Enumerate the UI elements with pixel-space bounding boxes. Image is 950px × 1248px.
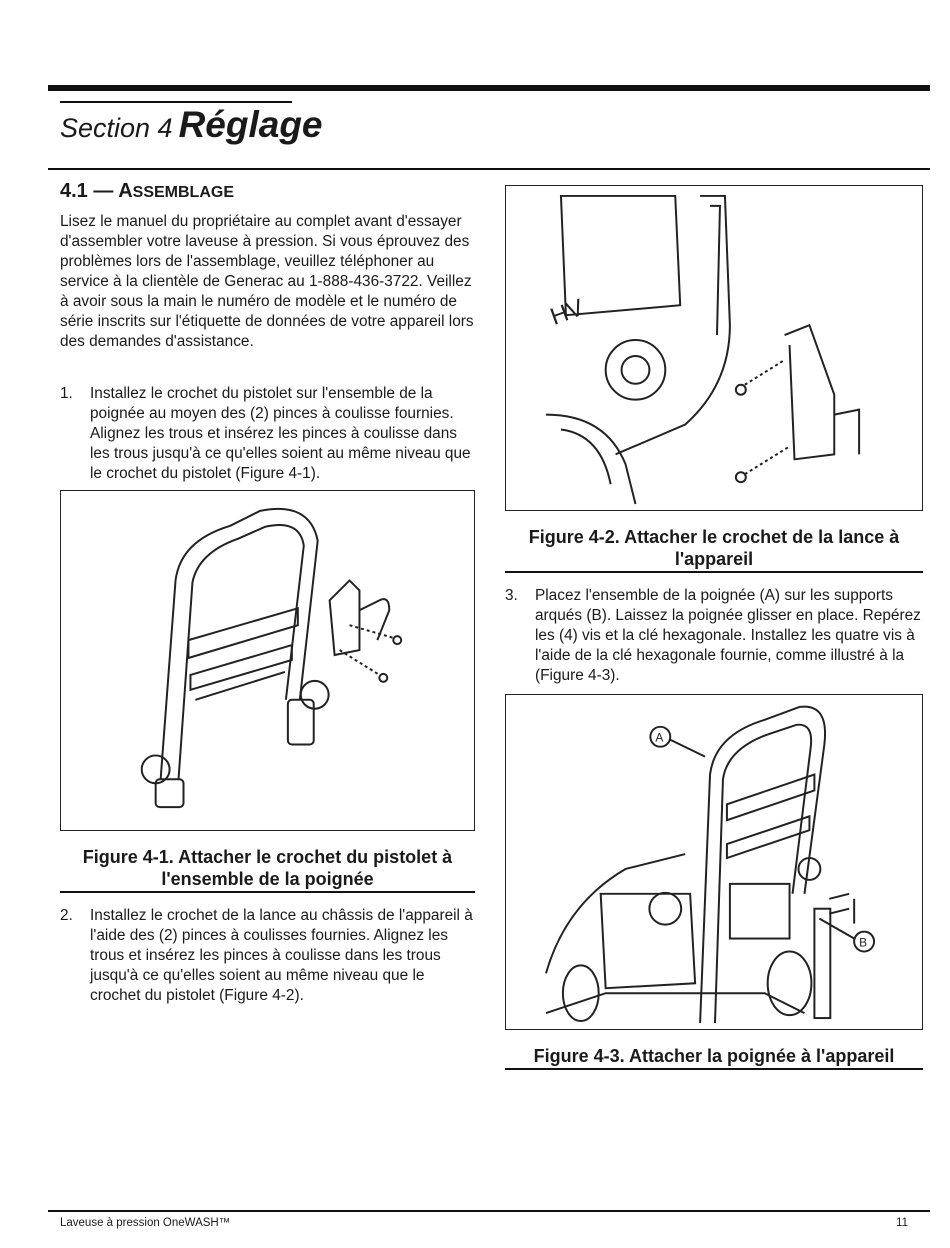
section-title	[60, 104, 323, 146]
footer-rule	[48, 1210, 930, 1212]
subsection-heading	[60, 180, 234, 203]
header-rule	[48, 168, 930, 170]
intro-paragraph: Lisez le manuel du propriétaire au complet avant d'essayer d'assembler votre laveuse à pression. Si vous éprouvez des problèmes lors de l'assemblage, veuillez téléphoner au service à la clientèle de Generac au 1-888-436-3722. Veillez à avoir sous la main le numéro de modèle et le numéro de série inscrits sur l'étiquette de données de votre appareil lors des demandes d'assistance.	[60, 213, 474, 350]
top-rule	[48, 85, 930, 91]
figure-4-1	[60, 490, 475, 831]
footer-product: Laveuse à pression OneWASH™	[60, 1217, 231, 1229]
step-number: 3.	[505, 587, 518, 604]
page-number: 11	[896, 1217, 908, 1229]
subsection-title-rest: SSEMBLAGE	[132, 184, 234, 201]
step-text: Placez l'ensemble de la poignée (A) sur les supports arqués (B). Laissez la poignée glisser en place. Repérez les (4) vis et la clé hexagonale. Installez les quatre vis à l'aide de la clé hexagonale fournie, comme illustré à la (Figure 4-3).	[535, 587, 921, 684]
step-3	[505, 586, 923, 686]
figure-4-3-caption: Figure 4-3. Attacher la poignée à l'appareil	[533, 1046, 895, 1066]
subsection-number: 4.1 —	[60, 180, 114, 202]
step-text: Installez le crochet de la lance au châssis de l'appareil à l'aide des (2) pinces à coulisses fournies. Alignez les trous et insérez les pinces à coulisse dans les trous jusqu'à ce qu'elles soient au même niveau que le crochet du pistolet (Figure 4-2).	[90, 907, 473, 1004]
step-number: 2.	[60, 907, 73, 924]
section-name: Réglage	[178, 104, 323, 145]
figure-4-3-caption-rule	[505, 1068, 923, 1070]
step-number: 1.	[60, 385, 73, 402]
step-1	[60, 384, 475, 484]
subsection-title-first: A	[118, 180, 133, 202]
callout-a: A	[655, 730, 664, 745]
callout-b: B	[859, 935, 868, 950]
figure-4-1-caption-rule	[60, 891, 475, 893]
figure-4-3	[505, 694, 923, 1030]
figure-4-2-caption: Figure 4-2. Attacher le crochet de la lance à l'appareil	[528, 527, 900, 569]
title-rule	[60, 101, 292, 103]
section-number: Section 4	[60, 113, 173, 143]
figure-4-2-caption-rule	[505, 571, 923, 573]
hv-label: HV	[546, 294, 588, 331]
lance-hook-illustration	[506, 186, 922, 510]
step-text: Installez le crochet du pistolet sur l'ensemble de la poignée au moyen des (2) pinces à coulisse fournies. Alignez les trous et insérez les pinces à coulisse dans les trous jusqu'à ce qu'elles soient au même niveau que le crochet du pistolet (Figure 4-1).	[90, 385, 471, 482]
step-2	[60, 906, 475, 1006]
handle-to-unit-illustration	[506, 695, 922, 1029]
figure-4-1-caption: Figure 4-1. Attacher le crochet du pistolet à l'ensemble de la poignée	[82, 847, 453, 889]
figure-4-2	[505, 185, 923, 511]
handle-gun-hook-illustration	[61, 491, 474, 830]
